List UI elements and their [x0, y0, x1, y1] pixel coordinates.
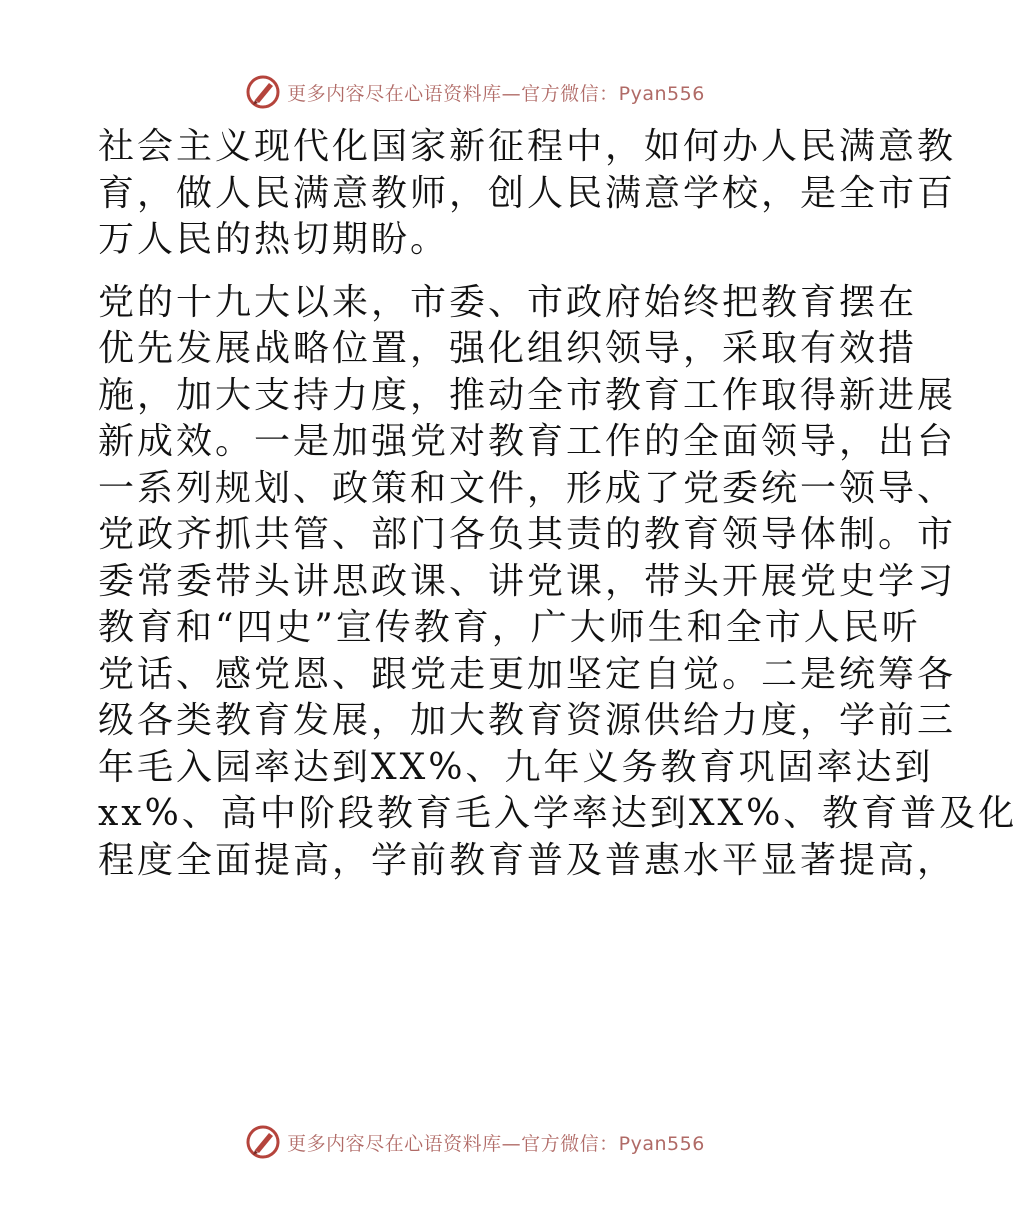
text-line: 党的十九大以来，市委、市政府始终把教育摆在	[98, 281, 918, 323]
paragraph	[98, 280, 1017, 885]
text-line: 施，加大支持力度，推动全市教育工作取得新进展	[98, 374, 957, 416]
text-line: 优先发展战略位置，强化组织领导，采取有效措	[98, 328, 918, 369]
text-line: 万人民的热切期盼。	[98, 219, 450, 260]
text-line: 委常委带头讲思政课、讲党课，带头开展党史学习	[98, 560, 957, 602]
text-line: 年毛入园率达到XX%、九年义务教育巩固率达到	[98, 746, 934, 788]
watermark-text: 更多内容尽在心语资料库—官方微信：Pyan556	[287, 1132, 705, 1155]
text-line: 社会主义现代化国家新征程中，如何办人民满意教	[98, 126, 957, 167]
text-line: 新成效。一是加强党对教育工作的全面领导，出台	[98, 421, 957, 462]
text-line: 教育和“四史”宣传教育，广大师生和全市人民听	[98, 607, 921, 648]
watermark-text: 更多内容尽在心语资料库—官方微信：Pyan556	[287, 82, 705, 105]
pen-logo-icon	[245, 74, 281, 110]
document-body	[98, 124, 1017, 884]
text-line: 级各类教育发展，加大教育资源供给力度，学前三	[98, 700, 957, 741]
footer-watermark	[0, 1124, 950, 1160]
text-line: 一系列规划、政策和文件，形成了党委统一领导、	[98, 467, 957, 509]
paragraph	[98, 124, 957, 264]
text-line: 程度全面提高，学前教育普及普惠水平显著提高，	[98, 839, 957, 881]
text-line: 党话、感党恩、跟党走更加坚定自觉。二是统筹各	[98, 653, 957, 695]
header-watermark	[0, 74, 950, 110]
pen-logo-icon	[245, 1124, 281, 1160]
text-line: 党政齐抓共管、部门各负其责的教育领导体制。市	[98, 514, 957, 555]
text-line: 育，做人民满意教师，创人民满意学校，是全市百	[98, 172, 957, 214]
text-line: xx%、高中阶段教育毛入学率达到XX%、教育普及化	[98, 793, 1017, 834]
